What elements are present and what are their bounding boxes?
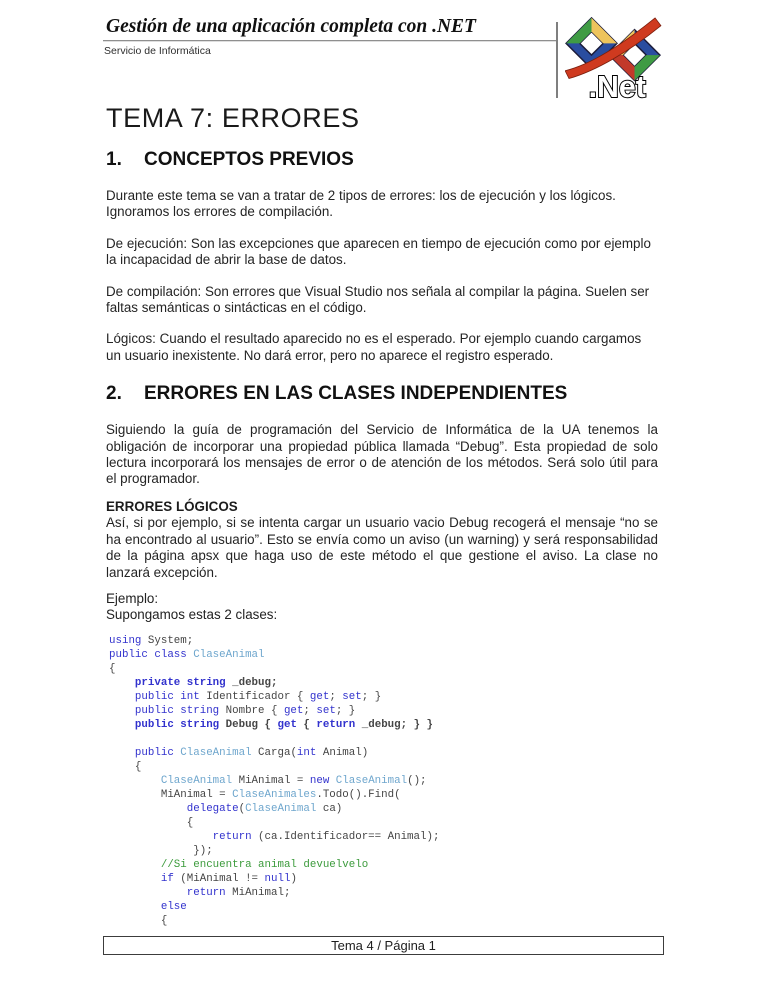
- section-heading-2: [106, 383, 658, 404]
- code-line: private string _debug;: [109, 676, 278, 689]
- code-line: {: [109, 816, 194, 829]
- paragraph: Lógicos: Cuando el resultado aparecido no es el esperado. Por ejemplo cuando cargamos un usuario inexistente. No dará error, pero no aparece el registro esperado.: [106, 331, 642, 363]
- section-heading-1: [106, 149, 658, 170]
- code-line: else: [109, 900, 187, 913]
- code-line: public class ClaseAnimal: [109, 648, 265, 661]
- page-title: TEMA 7: ERRORES: [106, 103, 360, 133]
- header-subtitle: Servicio de Informática: [104, 45, 211, 57]
- paragraph: Durante este tema se van a tratar de 2 tipos de errores: los de ejecución y los lógicos. Ignoramos los errores de compilación.: [106, 188, 616, 220]
- paragraph: Siguiendo la guía de programación del Servicio de Informática de la UA tenemos la obligación de incorporar una propiedad pública llamada “Debug”. Esta propiedad de solo lectura incorporará los mensajes de error o de atención de los métodos. Será solo útil para el programador.: [106, 422, 658, 487]
- code-line: public string Debug { get { return _debug; } }: [109, 718, 434, 731]
- paragraph: De ejecución: Son las excepciones que aparecen en tiempo de ejecución como por ejemplo la incapacidad de abrir la base de datos.: [106, 235, 651, 268]
- code-line: return MiAnimal;: [109, 886, 291, 899]
- section-number: 2.: [106, 383, 122, 405]
- subsection-heading: ERRORES LÓGICOS: [106, 498, 238, 514]
- code-line: public ClaseAnimal Carga(int Animal): [109, 746, 369, 759]
- section-number: 1.: [106, 149, 122, 170]
- code-line: MiAnimal = ClaseAnimales.Todo().Find(: [109, 788, 401, 801]
- footer-text: Tema 4 / Página 1: [331, 938, 436, 953]
- section-heading-text: CONCEPTOS PREVIOS: [144, 149, 354, 170]
- example-label: Ejemplo:: [106, 590, 159, 606]
- code-line: delegate(ClaseAnimal ca): [109, 802, 343, 815]
- example-text: Supongamos estas 2 clases:: [106, 607, 278, 623]
- code-line: //Si encuentra animal devuelvelo: [109, 858, 369, 871]
- code-line: {: [109, 662, 116, 675]
- section-heading-text: ERRORES EN LAS CLASES INDEPENDIENTES: [144, 383, 568, 405]
- example-intro: [106, 591, 658, 624]
- code-line: ClaseAnimal MiAnimal = new ClaseAnimal();: [109, 774, 427, 787]
- paragraph: De compilación: Son errores que Visual Studio nos señala al compilar la página. Suelen ser faltas semánticas o sintácticas en el código.: [106, 283, 650, 316]
- document-body: [106, 0, 658, 928]
- paragraph: Así, si por ejemplo, si se intenta cargar un usuario vacio Debug recogerá el mensaje “no se ha encontrado al usuario”. Esto se envía como un aviso (un warning) y será responsabilidad de la página apsx que haga uso de este método el que gestione el aviso. La clase no lanzará excepción.: [106, 515, 658, 580]
- header-title: Gestión de una aplicación completa con .NET: [106, 16, 476, 37]
- code-line: {: [109, 914, 168, 927]
- code-line: public string Nombre { get; set; }: [109, 704, 356, 717]
- page-footer-box: [103, 936, 664, 955]
- code-line: public int Identificador { get; set; }: [109, 690, 382, 703]
- code-line: });: [109, 844, 213, 857]
- code-line: if (MiAnimal != null): [109, 872, 297, 885]
- dotnet-logo-text: .Net: [588, 71, 646, 102]
- code-line: [109, 732, 658, 746]
- code-line: using System;: [109, 634, 194, 647]
- code-line: return (ca.Identificador== Animal);: [109, 830, 440, 843]
- code-block: [109, 634, 658, 928]
- code-line: {: [109, 760, 142, 773]
